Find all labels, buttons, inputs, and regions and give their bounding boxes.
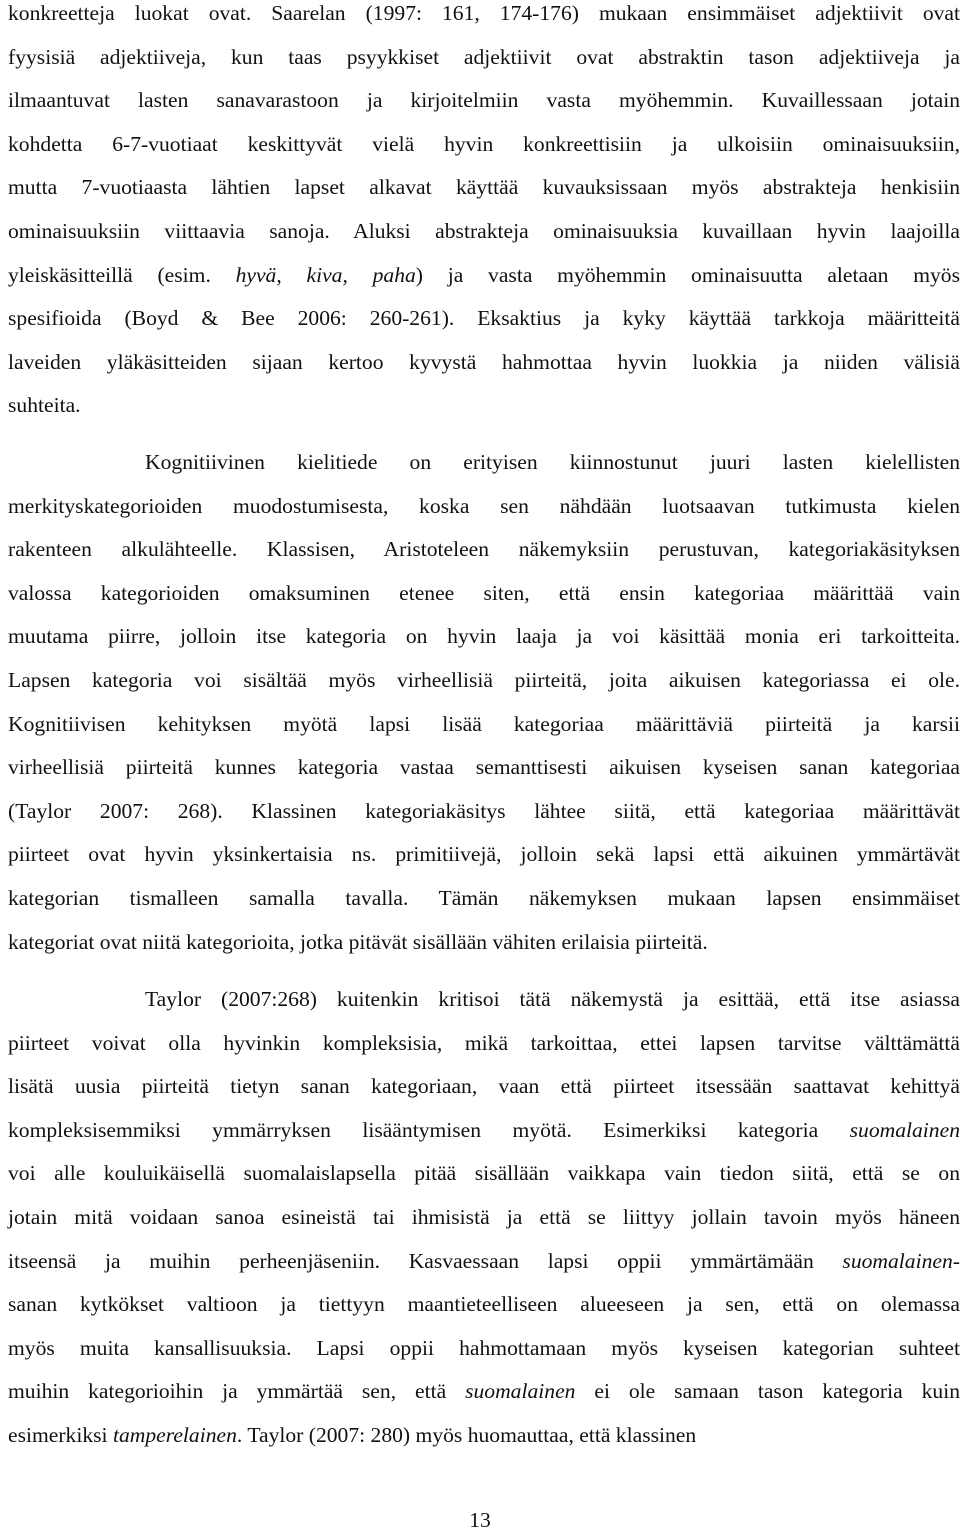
text-line: esimerkiksi tamperelainen. Taylor (2007: 280) myös huomauttaa, että klassinen <box>8 1422 697 1447</box>
text-line: ominaisuuksiin viittaavia sanoja. Aluksi abstrakteja ominaisuuksia kuvaillaan hyvin laajoilla <box>8 218 960 243</box>
italic-term: suomalainen <box>849 1117 960 1142</box>
text-line: jotain mitä voidaan sanoa esineistä tai ihmisistä ja että se liittyy jollain tavoin myös häneen <box>8 1204 960 1229</box>
italic-term: suomalainen <box>842 1248 953 1273</box>
text-line: piirteet ovat hyvin yksinkertaisia ns. primitiivejä, jolloin sekä lapsi että aikuinen ymmärtävät <box>8 842 960 867</box>
paragraph-3 <box>8 978 960 1458</box>
text-line: laveiden yläkäsitteiden sijaan kertoo kyvystä hahmottaa hyvin luokkia ja niiden välisiä <box>8 349 960 374</box>
text-line: konkreetteja luokat ovat. Saarelan (1997: 161, 174-176) mukaan ensimmäiset adjektiivit ovat <box>8 1 960 25</box>
paragraph-2 <box>8 441 960 964</box>
paragraph-1 <box>8 0 960 428</box>
page-number: 13 <box>469 1508 491 1532</box>
text-line: Kognitiivinen kielitiede on erityisen kiinnostunut juuri lasten kielellisten <box>145 450 960 474</box>
italic-term: tamperelainen <box>112 1422 237 1447</box>
text-line: lisätä uusia piirteitä tietyn sanan kategoriaan, vaan että piirteet itsessään saattavat kehittyä <box>8 1074 960 1099</box>
text-line: fyysisiä adjektiiveja, kun taas psyykkiset adjektiivit ovat abstraktin tason adjektiiveja ja <box>8 44 960 69</box>
text-line: rakenteen alkulähteelle. Klassisen, Aristoteleen näkemyksiin perustuvan, kategoriakäsityksen <box>8 537 960 562</box>
italic-term: suomalainen <box>465 1379 576 1404</box>
text-line: kompleksisemmiksi ymmärryksen lisääntymisen myötä. Esimerkiksi kategoria suomalainen <box>8 1117 960 1142</box>
text-line: Kognitiivisen kehityksen myötä lapsi lisää kategoriaa määrittäviä piirteitä ja karsii <box>8 711 960 736</box>
italic-term: kiva <box>306 262 343 287</box>
text-line: kategorian tismalleen samalla tavalla. Tämän näkemyksen mukaan lapsen ensimmäiset <box>8 885 960 910</box>
text-line: mutta 7-vuotiaasta lähtien lapset alkavat käyttää kuvauksissaan myös abstrakteja henkisiin <box>8 175 960 200</box>
text-line: muutama piirre, jolloin itse kategoria on hyvin laaja ja voi käsittää monia eri tarkoitteita. <box>8 624 960 649</box>
text-line: itseensä ja muihin perheenjäseniin. Kasvaessaan lapsi oppii ymmärtämään suomalainen- <box>8 1248 960 1273</box>
text-line: (Taylor 2007: 268). Klassinen kategoriakäsitys lähtee siitä, että kategoriaa määrittävät <box>8 798 960 823</box>
text-line: merkityskategorioiden muodostumisesta, koska sen nähdään luotsaavan tutkimusta kielen <box>8 493 960 518</box>
text-line: yleiskäsitteillä (esim. hyvä, kiva, paha) ja vasta myöhemmin ominaisuutta aletaan myös <box>8 262 960 287</box>
text-line: ilmaantuvat lasten sanavarastoon ja kirjoitelmiin vasta myöhemmin. Kuvaillessaan jotain <box>8 88 960 113</box>
italic-term: paha <box>372 262 416 287</box>
text-line: piirteet voivat olla hyvinkin kompleksisia, mikä tarkoittaa, ettei lapsen tarvitse välttämättä <box>8 1030 960 1055</box>
text-line: myös muita kansallisuuksia. Lapsi oppii hahmottamaan myös kyseisen kategorian suhteet <box>8 1335 960 1360</box>
text-line: suhteita. <box>8 393 81 418</box>
text-line: Taylor (2007:268) kuitenkin kritisoi tätä näkemystä ja esittää, että itse asiassa <box>145 987 960 1011</box>
text-line: voi alle kouluikäisellä suomalaislapsella pitää sisällään vaikkapa vain tiedon siitä, että se on <box>8 1161 960 1186</box>
text-line: sanan kytkökset valtioon ja tiettyyn maantieteelliseen alueeseen ja sen, että on olemassa <box>8 1292 960 1317</box>
text-line: muihin kategorioihin ja ymmärtää sen, että suomalainen ei ole samaan tason kategoria kuin <box>8 1379 960 1404</box>
italic-term: hyvä <box>235 262 277 287</box>
text-line: kategoriat ovat niitä kategorioita, jotka pitävät sisällään vähiten erilaisia piirteitä. <box>8 929 708 954</box>
text-line: valossa kategorioiden omaksuminen etenee siten, että ensin kategoriaa määrittää vain <box>8 580 960 605</box>
text-line: spesifioida (Boyd & Bee 2006: 260-261). Eksaktius ja kyky käyttää tarkkoja määritteitä <box>8 306 960 331</box>
text-line: kohdetta 6-7-vuotiaat keskittyvät vielä hyvin konkreettisiin ja ulkoisiin ominaisuuksiin, <box>8 131 960 156</box>
text-line: Lapsen kategoria voi sisältää myös virheellisiä piirteitä, joita aikuisen kategoriassa ei ole. <box>8 667 960 692</box>
text-line: virheellisiä piirteitä kunnes kategoria vastaa semanttisesti aikuisen kyseisen sanan kategoriaa <box>8 755 960 780</box>
